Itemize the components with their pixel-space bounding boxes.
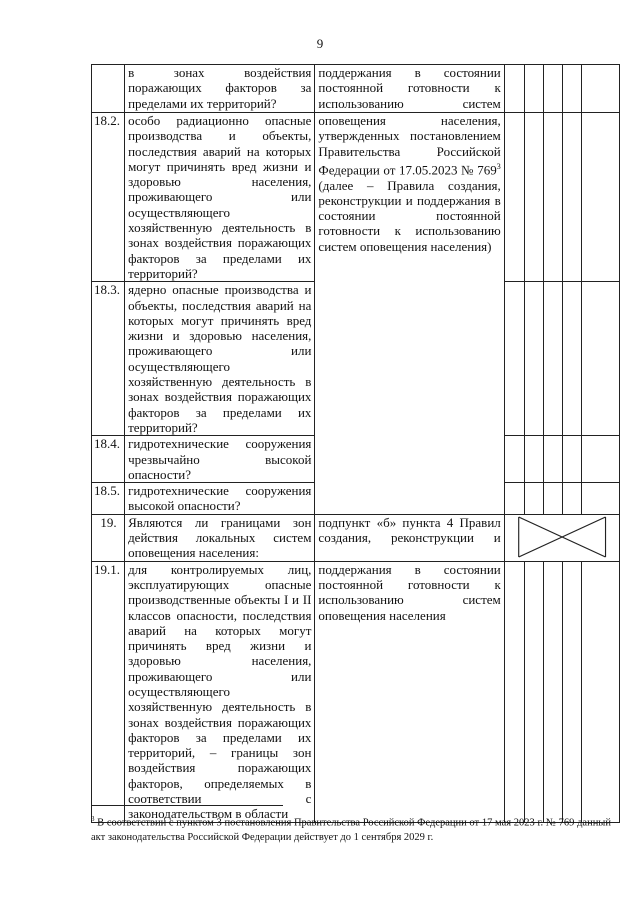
answer-cell[interactable] <box>524 65 543 113</box>
legal-basis-text: поддержания в состоянии постоянной готовности к использованию систем оповещения населения <box>315 561 504 822</box>
row-number: 18.3. <box>92 282 125 436</box>
answer-cell[interactable] <box>562 65 581 113</box>
answer-cell[interactable] <box>524 436 543 483</box>
answer-cell[interactable] <box>543 113 562 282</box>
table-row <box>92 514 620 561</box>
legal-basis-text: оповещения населения, утвержденных постановлением Правительства Российской Федерации от 17.05.2023 № $769^3$ (далее – Правила создания, реконструкции и поддержания в состоянии постоянной готовности к использованию систем оповещения населения) <box>315 113 504 515</box>
question-text: для контролируемых лиц, эксплуатирующих опасные производственные объекты I и II классов опасности, последствия аварий на которых могут причинять вред жизни и здоровью населения, проживающего или осуществляющего хозяйственную деятельность в зонах воздействия поражающих факторов за пределами их территорий, – границы зон воздействия поражающих факторов, определяемых в соответствии с законодательством в области <box>125 561 315 822</box>
answer-cell[interactable] <box>562 436 581 483</box>
answer-cell[interactable] <box>581 282 619 436</box>
question-text: гидротехнические сооружения чрезвычайно высокой опасности? <box>125 436 315 483</box>
answer-cell[interactable] <box>524 561 543 822</box>
question-text: особо радиационно опасные производства и объекты, последствия аварий на которых могут причинять вред жизни и здоровью населения, проживающего или осуществляющего хозяйственную деятельность в зонах воздействия поражающих факторов за пределами их территорий? <box>125 113 315 282</box>
table-row <box>92 113 620 282</box>
table-row <box>92 65 620 113</box>
row-number <box>92 65 125 113</box>
footnote-separator <box>91 805 283 806</box>
row-number: 18.2. <box>92 113 125 282</box>
answer-cell[interactable] <box>524 483 543 515</box>
question-text: в зонах воздействия поражающих факторов за пределами их территорий? <box>125 65 315 113</box>
row-number: 19.1. <box>92 561 125 822</box>
row-number: 19. <box>92 514 125 561</box>
answer-cell[interactable] <box>504 561 524 822</box>
question-text: гидротехнические сооружения высокой опасности? <box>125 483 315 515</box>
row-number: 18.4. <box>92 436 125 483</box>
answer-cell[interactable] <box>504 65 524 113</box>
footnote <box>91 812 611 845</box>
table-row <box>92 561 620 822</box>
answer-cell[interactable] <box>543 436 562 483</box>
answer-cell[interactable] <box>524 113 543 282</box>
answer-cell[interactable] <box>581 113 619 282</box>
answer-cell[interactable] <box>543 65 562 113</box>
answer-cell[interactable] <box>562 282 581 436</box>
answer-cell[interactable] <box>543 282 562 436</box>
not-applicable-cell <box>504 514 619 561</box>
question-text: Являются ли границами зон действия локальных систем оповещения населения: <box>125 514 315 561</box>
answer-cell[interactable] <box>504 483 524 515</box>
answer-cell[interactable] <box>562 561 581 822</box>
footnote-text: В соответствии с пунктом 3 постановления Правительства Российской Федерации от 17 мая 2023 г. № 769 данный акт законодательства Российской Федерации действует до 1 сентября 2029 г. <box>91 817 611 843</box>
question-text: ядерно опасные производства и объекты, последствия аварий на которых могут причинять вред жизни и здоровью населения, проживающего или осуществляющего хозяйственную деятельность в зонах воздействия поражающих факторов за пределами их территорий? <box>125 282 315 436</box>
answer-cell[interactable] <box>504 113 524 282</box>
row-number: 18.5. <box>92 483 125 515</box>
checklist-table <box>91 64 620 823</box>
footnote-marker: 3 <box>91 815 95 823</box>
answer-cell[interactable] <box>581 436 619 483</box>
answer-cell[interactable] <box>543 561 562 822</box>
answer-cell[interactable] <box>562 483 581 515</box>
footnote-ref: 3 <box>496 161 501 171</box>
answer-cell[interactable] <box>504 436 524 483</box>
answer-cell[interactable] <box>581 483 619 515</box>
legal-basis-text: поддержания в состоянии постоянной готовности к использованию систем <box>315 65 504 113</box>
answer-cell[interactable] <box>543 483 562 515</box>
answer-cell[interactable] <box>581 561 619 822</box>
page-number: 9 <box>316 36 324 51</box>
answer-cell[interactable] <box>504 282 524 436</box>
cross-out-icon <box>505 515 619 559</box>
answer-cell[interactable] <box>524 282 543 436</box>
answer-cell[interactable] <box>562 113 581 282</box>
legal-basis-text: подпункт «б» пункта 4 Правил создания, реконструкции и <box>315 514 504 561</box>
answer-cell[interactable] <box>581 65 619 113</box>
